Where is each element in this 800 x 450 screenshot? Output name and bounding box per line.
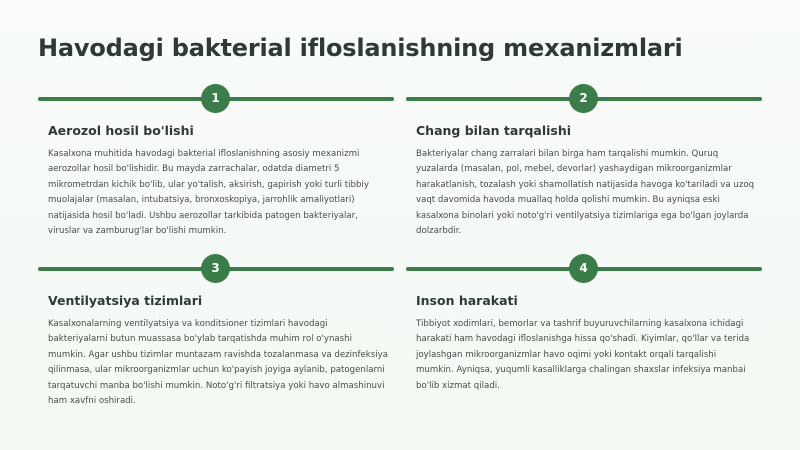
card-heading: Inson harakati [416, 293, 518, 308]
step-number-badge: 3 [201, 254, 230, 283]
step-number-badge: 2 [569, 84, 598, 113]
card-body-text: Kasalxona muhitida havodagi bakterial ifloslanishning asosiy mexanizmi aerozollar hosil bo'lishidir. Bu mayda zarrachalar, odatda diametri 5 mikrometrdan kichik bo'lib, ular yo'talish, aksirish, gapirish yoki turli tibbiy muolajalar (masalan, intubatsiya, bronxoskopiya, jarrohlik amaliyotlari) natijasida hosil bo'ladi. Ushbu aerozollar tarkibida patogen bakteriyalar, viruslar va zamburug'lar bo'lishi mumkin. [48, 149, 369, 237]
card-heading: Aerozol hosil bo'lishi [48, 123, 194, 138]
step-number-badge: 4 [569, 254, 598, 283]
card-heading: Chang bilan tarqalishi [416, 123, 572, 138]
card-body-text: Bakteriyalar chang zarralari bilan birga ham tarqalishi mumkin. Quruq yuzalarda (masalan, pol, mebel, devorlar) yashaydigan mikroorganizmlar harakatlanish, tozalash yoki shamollatish natijasida havoga ko'tariladi va uzoq vaqt davomida havoda muallaq holda qolishi mumkin. Bu ayniqsa eski kasalxona binolari yoki noto'g'ri ventilyatsiya tizimlariga ega bo'lgan joylarda dolzarbdir. [416, 149, 755, 237]
step-number-badge: 1 [201, 84, 230, 113]
slide-title: Havodagi bakterial ifloslanishning mexanizmlari [38, 34, 683, 62]
card-body-text: Tibbiyot xodimlari, bemorlar va tashrif buyuruvchilarning kasalxona ichidagi harakati ham havodagi ifloslanishga hissa qo'shadi. Kiyimlar, qo'llar va terida joylashgan mikroorganizmlar havo oqimi yoki kontakt orqali tarqalishi mumkin. Ayniqsa, yuqumli kasalliklarga chalingan shaxslar infeksiya manbai bo'lib xizmat qiladi. [416, 319, 750, 391]
card-heading: Ventilyatsiya tizimlari [48, 293, 203, 308]
card-body-text: Kasalxonalarning ventilyatsiya va konditsioner tizimlari havodagi bakteriyalarni butun muassasa bo'ylab tarqatishda muhim rol o'ynashi mumkin. Agar ushbu tizimlar muntazam ravishda tozalanmasa va dezinfeksiya qilinmasa, ular mikroorganizmlar uchun ko'payish joyiga aylanib, patogenlarni tarqatuvchi manba bo'lishi mumkin. Noto'g'ri filtratsiya yoki havo almashinuvi ham xavfni oshiradi. [48, 319, 389, 407]
